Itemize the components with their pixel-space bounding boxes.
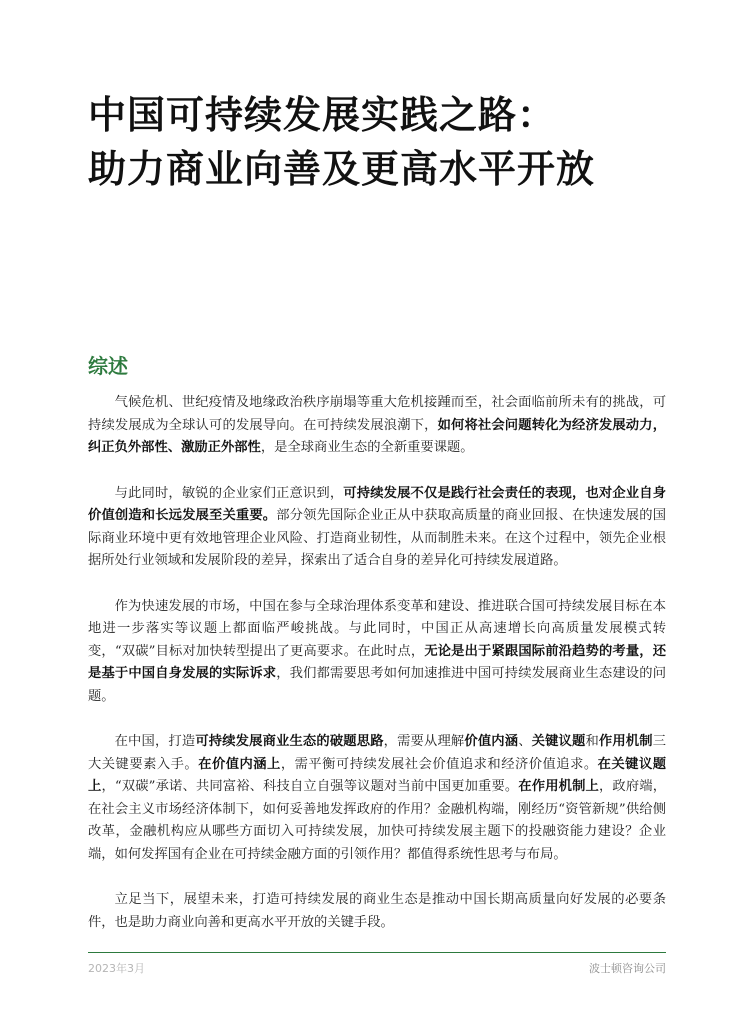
text-run: 部分领先国际企业正从中获取高质量的商业回报、在快速发展的国际商业环境中更有效地管理企业风险、打造商业韧性，从而制胜未来。在这个过程中，领先企业根据所处行业领域和发展阶段的差异，探索出了适合自身的差异化可持续发展道路。: [88, 508, 666, 568]
section-heading: 综述: [88, 354, 128, 378]
text-run: 三大关键要素入手。: [88, 734, 667, 772]
bold-text: 可持续发展商业生态的破题思路: [195, 734, 384, 749]
bold-text: 在价值内涵上: [198, 756, 281, 772]
paragraph: [88, 596, 666, 709]
text-run: ，我们都需要思考如何加速推进中国可持续发展商业生态建设的问题。: [88, 666, 666, 704]
footer-divider: [88, 952, 666, 953]
paragraph: [88, 889, 666, 934]
text-run: ，政府端，在社会主义市场经济体制下，如何妥善地发挥政府的作用？金融机构端，刚经历“资管新规”供给侧改革，金融机构应从哪些方面切入可持续发展，加快可持续发展主题下的投融资能力建设？企业端，如何发挥国有企业在可持续金融方面的引领作用？都值得系统性思考与布局。: [88, 779, 667, 862]
paragraph: [88, 483, 666, 573]
bold-text: 在作用机制上: [518, 779, 599, 794]
text-run: 与此同时，敏锐的企业家们正意识到，: [114, 485, 344, 501]
text-run: 立足当下，展望未来，打造可持续发展的商业生态是推动中国长期高质量向好发展的必要条件，也是助力商业向善和更高水平开放的关键手段。: [88, 892, 666, 930]
bold-text: 无论是出于紧跟国际前沿趋势的考量，还是基于中国自身发展的实际诉求: [88, 643, 666, 681]
text-run: 作为快速发展的市场，中国在参与全球治理体系变革和建设、推进联合国可持续发展目标在本地进一步落实等议题上都面临严峻挑战。与此同时，中国正从高速增长向高质量发展模式转变，“双碳”目标对加快转型提出了更高要求。在此时点，: [88, 598, 666, 659]
bold-text: 如何将社会问题转化为经济发展动力，纠正负外部性、激励正外部性: [88, 417, 666, 455]
footer-date: 2023年3月: [88, 962, 145, 975]
body-text: [88, 392, 666, 957]
bold-text: 可持续发展不仅是践行社会责任的表现，也对企业自身价值创造和长远发展至关重要。: [88, 485, 667, 523]
paragraph: [88, 392, 666, 460]
title-line-2: 助力商业向善及更高水平开放: [88, 147, 596, 191]
bold-text: 在关键议题上: [88, 756, 667, 794]
text-run: ，是全球商业生态的全新重要课题。: [260, 440, 474, 455]
text-run: ，需平衡可持续发展社会价值追求和经济价值追求。: [280, 756, 598, 772]
text-run: ，“双碳”承诺、共同富裕、科技自立自强等议题对当前中国更加重要。: [101, 779, 519, 794]
bold-text: 关键议题: [531, 734, 586, 749]
text-run: 、: [518, 734, 532, 749]
text-run: 在中国，打造: [114, 734, 196, 749]
text-run: ，需要从理解: [383, 734, 465, 749]
title-line-1: 中国可持续发展实践之路：: [88, 93, 557, 137]
text-run: 气候危机、世纪疫情及地缘政治秩序崩塌等重大危机接踵而至，社会面临前所未有的挑战，可持续发展成为全球认可的发展导向。在可持续发展浪潮下，: [88, 395, 666, 433]
bold-text: 价值内涵: [464, 734, 519, 749]
text-run: 和: [585, 734, 599, 749]
footer-organization: 波士顿咨询公司: [589, 962, 666, 975]
page-title: [88, 88, 688, 196]
paragraph: [88, 731, 666, 866]
bold-text: 作用机制: [598, 734, 653, 749]
